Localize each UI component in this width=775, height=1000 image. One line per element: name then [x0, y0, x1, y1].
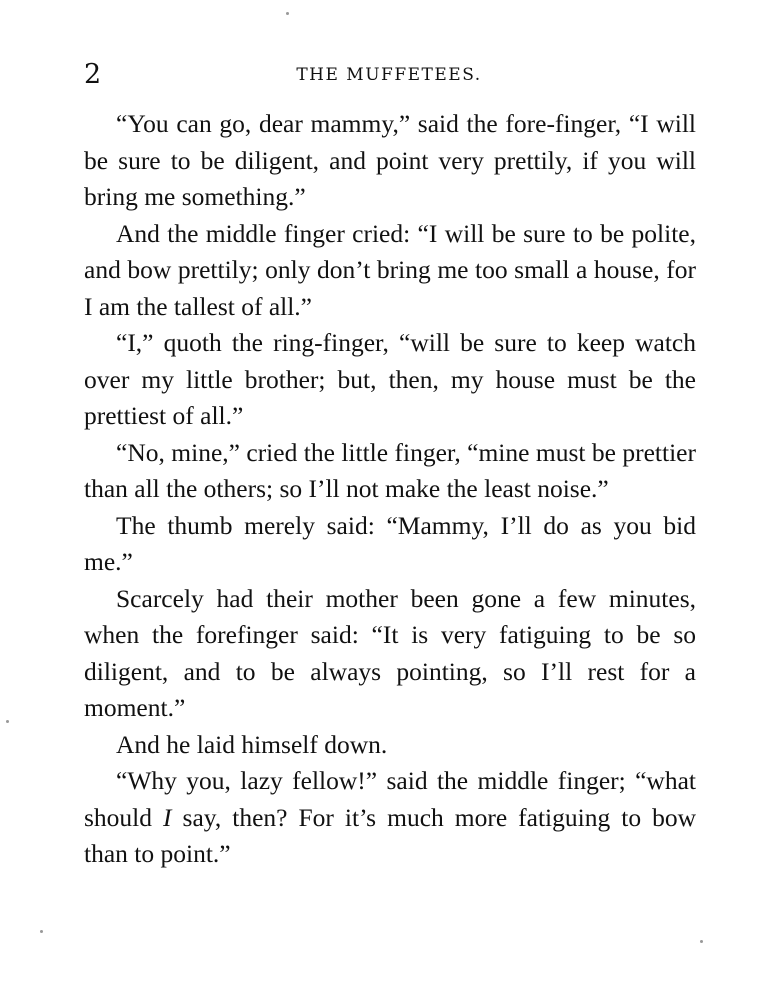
- paper-speck: [6, 720, 9, 723]
- emphasis-text: I: [163, 802, 172, 832]
- paragraph-text: say, then? For it’s much more fatiguing to bow than to point.”: [84, 802, 696, 868]
- running-title: THE MUFFETEES.: [296, 65, 482, 85]
- paragraph-text: “Why you, lazy fellow!” said the middle finger; “what should: [84, 766, 696, 832]
- paper-speck: [286, 12, 289, 15]
- page-header: [84, 58, 694, 92]
- paragraph: [84, 763, 696, 873]
- paragraph: “You can go, dear mammy,” said the fore-finger, “I will be sure to be diligent, and point very prettily, if you will bring me something.”: [84, 109, 696, 211]
- page-number: 2: [84, 59, 102, 90]
- paragraph: “I,” quoth the ring-finger, “will be sure to keep watch over my little brother; but, then, my house must be the prettiest of all.”: [84, 328, 696, 430]
- paper-speck: [700, 940, 703, 943]
- paragraph: “No, mine,” cried the little finger, “mine must be prettier than all the others; so I’ll not make the least noise.”: [84, 437, 696, 503]
- paragraph: And he laid himself down.: [116, 729, 388, 759]
- paper-speck: [40, 930, 43, 933]
- paragraph: And the middle finger cried: “I will be sure to be polite, and bow prettily; only don’t bring me too small a house, for I am the tallest of all.”: [84, 218, 696, 321]
- paragraph: The thumb merely said: “Mammy, I’ll do as you bid me.”: [84, 510, 696, 576]
- body-text: [84, 106, 696, 873]
- paragraph: Scarcely had their mother been gone a few minutes, when the forefinger said: “It is very fatiguing to be so diligent, and to be always pointing, so I’ll rest for a moment.”: [84, 583, 696, 722]
